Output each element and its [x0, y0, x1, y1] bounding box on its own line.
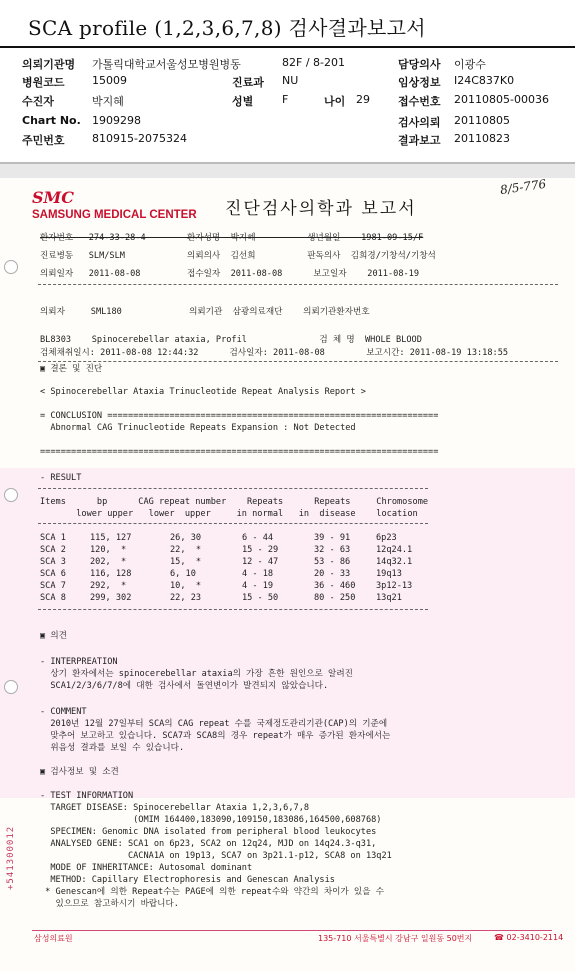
punch-hole: [4, 488, 18, 502]
info-row: 환자번호 274-33-28-4 환자성명 박지혜 생년월일 1981-09-15/F: [40, 233, 424, 243]
divider: [38, 609, 428, 610]
field-value: 1909298: [92, 114, 141, 127]
logo-name: SAMSUNG MEDICAL CENTER: [32, 209, 197, 221]
cell-normal: 4 - 19: [242, 581, 274, 591]
cell-bp: 116, 128: [90, 569, 132, 579]
cell-bp: 115, 127: [90, 533, 132, 543]
comment-label: - COMMENT: [40, 707, 87, 717]
cell-cag: 22, 23: [170, 593, 202, 603]
cell-disease: 80 - 250: [314, 593, 356, 603]
result-label: - RESULT: [40, 473, 82, 483]
field-value: 20110805: [454, 114, 510, 127]
table-header: lower upper lower upper in normal in disease location: [40, 509, 418, 519]
field-label: 담당의사: [398, 58, 441, 71]
cell-item: SCA 7: [40, 581, 66, 591]
field-value: I24C837K0: [454, 74, 515, 87]
divider: [38, 488, 428, 489]
cell-normal: 15 - 50: [242, 593, 279, 603]
info-row: 의뢰일자 2011-08-08 접수일자 2011-08-08 보고일자 2011-08-19: [40, 269, 420, 279]
field-value: 20110805-00036: [454, 93, 549, 106]
section-heading: ▣ 의견: [40, 631, 67, 641]
info-row: 의뢰자 SML180 의뢰기관 삼광의료재단 의뢰기관환자번호: [40, 307, 370, 317]
cell-bp: 202, *: [90, 557, 127, 567]
logo-mark: SMC: [32, 188, 74, 207]
field-value: NU: [282, 74, 299, 87]
field-label: 임상정보: [398, 76, 441, 89]
cell-item: SCA 6: [40, 569, 66, 579]
cell-location: 13q21: [376, 593, 402, 603]
cell-item: SCA 1: [40, 533, 66, 543]
cell-location: 19q13: [376, 569, 402, 579]
field-value: 이광수: [454, 58, 486, 71]
field-value: 가톨릭대학교서울성모병원병동: [92, 58, 241, 71]
page-separator: [0, 162, 575, 178]
cell-bp: 292, *: [90, 581, 127, 591]
cell-disease: 39 - 91: [314, 533, 351, 543]
time-line: 검체채취일시: 2011-08-08 12:44:32 검사일자: 2011-08-08 보고시간: 2011-08-19 13:18:55: [40, 348, 509, 358]
cell-cag: 15, *: [170, 557, 202, 567]
test-info-line: 있으므로 참고하시기 바랍니다.: [40, 899, 179, 909]
cell-item: SCA 3: [40, 557, 66, 567]
field-label: 접수번호: [398, 95, 441, 108]
field-label: 진료과: [232, 76, 264, 89]
field-label: 결과보고: [398, 134, 441, 147]
footer-address: 135-710 서울특별시 강남구 일원동 50번지: [318, 934, 473, 943]
info-row: 진료병동 SLM/SLM 의뢰의사 김선희 판독의사 김희경/기창석/기창석: [40, 251, 436, 261]
cell-normal: 6 - 44: [242, 533, 274, 543]
cell-disease: 36 - 460: [314, 581, 356, 591]
divider: [38, 284, 558, 285]
comment-line: 맞추어 보고하고 있습니다. SCA7과 SCA8의 경우 repeat가 매우 증가된 환자에서는: [40, 731, 391, 741]
test-info-line: ANALYSED GENE: SCA1 on 6p23, SCA2 on 12q24, MJD on 14q24.3-q31,: [40, 839, 377, 849]
cell-location: 3p12-13: [376, 581, 413, 591]
divider: [0, 46, 575, 48]
test-info-line: * Genescan에 의한 Repeat수는 PAGE에 의한 repeat수와 약간의 차이가 있을 수: [40, 887, 384, 897]
field-value: F: [282, 93, 289, 106]
test-info-line: (OMIM 164400,183090,109150,183086,164500,608768): [40, 815, 382, 825]
divider: [38, 523, 428, 524]
equals-rule: =============================================================================: [40, 447, 439, 457]
cell-cag: 10, *: [170, 581, 202, 591]
field-label: Chart No.: [22, 114, 81, 127]
cell-location: 6p23: [376, 533, 397, 543]
cell-cag: 22, *: [170, 545, 202, 555]
test-info-line: - TEST INFORMATION: [40, 791, 134, 801]
cell-cag: 26, 30: [170, 533, 202, 543]
cell-normal: 12 - 47: [242, 557, 279, 567]
field-label: 검사의뢰: [398, 116, 441, 129]
table-header: Items bp CAG repeat number Repeats Repeats Chromosome: [40, 497, 429, 507]
field-value: 박지혜: [92, 95, 124, 108]
punch-hole: [4, 680, 18, 694]
test-info-line: SPECIMEN: Genomic DNA isolated from peripheral blood leukocytes: [40, 827, 377, 837]
interp-line: 상기 환자에서는 spinocerebellar ataxia의 가장 흔한 원인으로 알려진: [40, 669, 353, 679]
field-value: 82F / 8-201: [282, 56, 345, 69]
cell-bp: 299, 302: [90, 593, 132, 603]
test-line: BL8303 Spinocerebellar ataxia, Profil 검 체 명 WHOLE BLOOD: [40, 335, 422, 345]
cell-location: 14q32.1: [376, 557, 413, 567]
field-label: 의뢰기관명: [22, 58, 76, 71]
footer-divider: [32, 930, 552, 931]
report-name: < Spinocerebellar Ataxia Trinucleotide Repeat Analysis Report >: [40, 387, 366, 397]
field-value: 810915-2075324: [92, 132, 187, 145]
section-heading: ▣ 결론 및 진단: [40, 364, 103, 374]
conclusion-label: = CONCLUSION ================================================================: [40, 411, 439, 421]
side-stamp: +541300012: [6, 825, 16, 890]
conclusion-text: Abnormal CAG Trinucleotide Repeats Expansion : Not Detected: [40, 423, 356, 433]
test-info-line: CACNA1A on 19p13, SCA7 on 3p21.1-p12, SCA8 on 13q21: [40, 851, 392, 861]
test-info-line: MODE OF INHERITANCE: Autosomal dominant: [40, 863, 253, 873]
smc-logo: [32, 188, 197, 221]
field-label: 주민번호: [22, 134, 65, 147]
cell-disease: 32 - 63: [314, 545, 351, 555]
cell-disease: 53 - 86: [314, 557, 351, 567]
cell-item: SCA 8: [40, 593, 66, 603]
field-label: 나이: [324, 95, 346, 108]
field-label: 성별: [232, 95, 254, 108]
section-heading: ▣ 검사정보 및 소견: [40, 767, 119, 777]
interp-line: SCA1/2/3/6/7/8에 대한 검사에서 돌연변이가 발견되지 않았습니다.: [40, 681, 329, 691]
divider: [38, 361, 558, 362]
handwritten-note: 8/5-776: [499, 176, 548, 198]
cell-cag: 6, 10: [170, 569, 196, 579]
cell-disease: 20 - 33: [314, 569, 351, 579]
comment-line: 위음성 결과를 보일 수 있습니다.: [40, 743, 185, 753]
report-title: 진단검사의학과 보고서: [225, 199, 417, 219]
cell-normal: 4 - 18: [242, 569, 274, 579]
field-label: 수진자: [22, 95, 54, 108]
test-info-line: TARGET DISEASE: Spinocerebellar Ataxia 1,2,3,6,7,8: [40, 803, 310, 813]
report-header: [0, 0, 575, 162]
comment-line: 2010년 12월 27일부터 SCA의 CAG repeat 수를 국제정도관리기관(CAP)의 기준에: [40, 719, 388, 729]
field-label: 병원코드: [22, 76, 65, 89]
cell-item: SCA 2: [40, 545, 66, 555]
test-info-line: METHOD: Capillary Electrophoresis and Genescan Analysis: [40, 875, 335, 885]
field-value: 15009: [92, 74, 127, 87]
field-value: 29: [356, 93, 370, 106]
interp-label: - INTERPREATION: [40, 657, 118, 667]
footer-phone: ☎ 02-3410-2114: [494, 933, 564, 942]
punch-hole: [4, 260, 18, 274]
scanned-report: [0, 178, 575, 972]
footer-org: 삼성의료원: [34, 934, 73, 943]
cell-location: 12q24.1: [376, 545, 413, 555]
page-title: SCA profile (1,2,3,6,7,8) 검사결과보고서: [28, 16, 426, 40]
cell-normal: 15 - 29: [242, 545, 279, 555]
cell-bp: 120, *: [90, 545, 127, 555]
field-value: 20110823: [454, 132, 510, 145]
